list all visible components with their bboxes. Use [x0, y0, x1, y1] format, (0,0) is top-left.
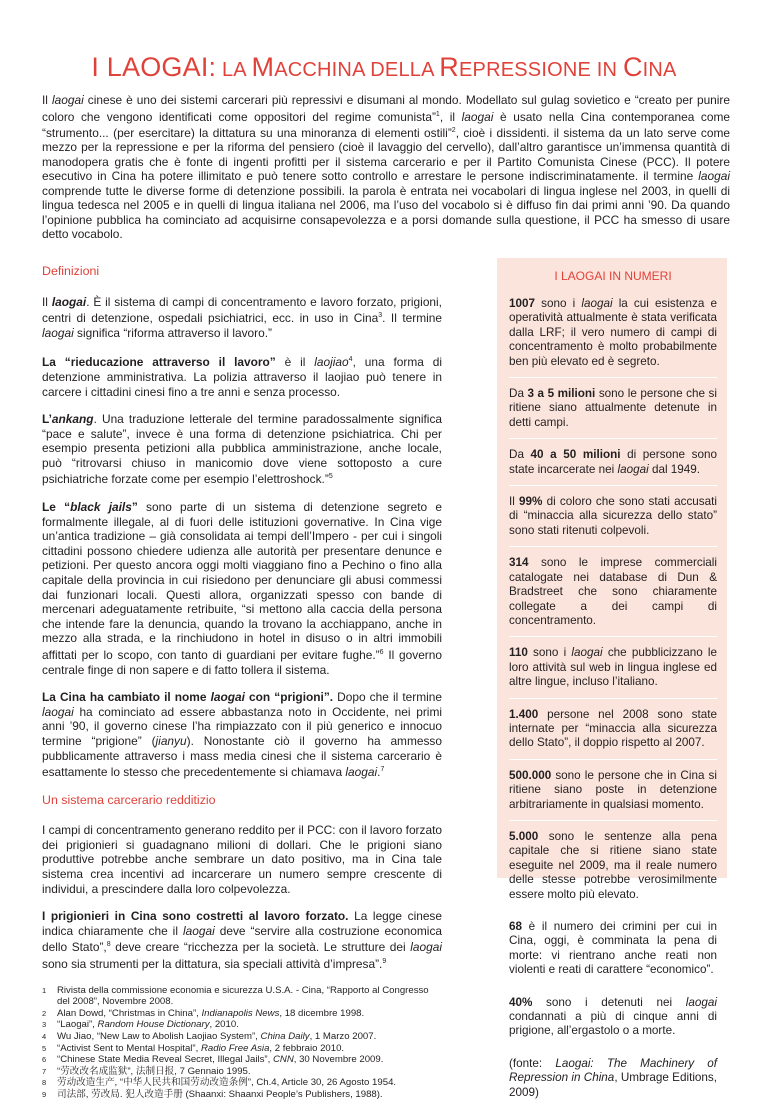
footnote: 2 Alan Dowd, “Christmas in China”, Indianapolis News, 18 dicembre 1998. [42, 1007, 365, 1019]
stat-item: Da 3 a 5 milioni sono le persone che si ritiene siano attualmente detenute in detti campi. [509, 387, 717, 439]
footnote: 1 Rivista della commissione economia e sicurezza U.S.A. - Cina, “Rapporto al Congresso del 2008”, Novembre 2008. [42, 984, 429, 1008]
definition-ankang: L’ankang. Una traduzione letterale del termine paradossalmente significa “pace e salute”, invece è una forma di detenzione psichiatrica. Chi per esempio presenta petizioni alla pubblica amministrazione, anche locale, può “ritrovarsi chiuso in manicomio dove viene sottoposto a cure psichiatriche forzate come per esempio l’elettroshock.”$^5$ [42, 412, 442, 487]
stat-item: 40% sono i detenuti nei laogai condannati a più di cinque anni di prigione, all’ergastolo o a morte. [509, 996, 717, 1048]
footnote: 8 劳动改造生产, “中华人民共和国劳动改造条例”, Ch.4, Article 30, 26 Agosto 1954. [42, 1077, 397, 1089]
definition-black-jails: Le “black jails” sono parte di un sistema di detenzione segreto e formalmente illegale, al di fuori delle istituzioni governative. In Cina vige un’antica tradizione – già consolidata ai tempi dell’Impero - per cui i singoli cittadini possono chiedere udienza alle autorità per presentare denunce e petizioni. Per questo ancora oggi molti viaggiano fino a Pechino o fino alla capitale della provincia in cui risiedono per denunciare gli abusi commessi dai funzionari locali. Questi allora, organizzati spesso con bande di mercenari adeguatamente retribuite, “si mettono alla caccia della persona che intende fare la denuncia, quando la trovano la acchiappano, anche in mezzo alla strada, e la rinchiudono in hotel in disuso o in altri immobili affittati per lo scopo, con tanto di guardiani per evitare fughe.”$^6$ Il governo centrale finge di non sapere e di fatto tollera il sistema. [42, 500, 442, 677]
footnotes [42, 985, 442, 1101]
stat-item: 110 sono i laogai che pubblicizzano le loro attività sul web in lingua inglese ed altre lingue, incluso l’italiano. [509, 646, 717, 698]
footnote: 3 “Laogai”, Random House Dictionary, 2010. [42, 1019, 239, 1031]
intro-paragraph: Il laogai cinese è uno dei sistemi carcerari più repressivi e disumani al mondo. Modellato sul gulag sovietico e “creato per punire coloro che vengono identificati come oppositori del regime comunista”$^1$, il laogai è usato nella Cina contemporanea come “strumento... (per esercitare) la dittatura su una minoranza di elementi ostili”$^2$, cioè i dissidenti. il sistema da un lato serve come mezzo per la repressione e per la riforma del pensiero (cioè il lavaggio del cervello), dall’altro garantisce un’immensa quantità di manodopera gratis che è fonte di ingenti profitti per il sistema carcerario e per il Partito Comunista Cinese (PCC). Il potere esecutivo in Cina ha potere illimitato e può tenere sotto controllo e arrestare le persone indiscriminatamente. il termine laogai comprende tutte le diverse forme di detenzione possibili. la parola è entrata nei vocabolari di lingua inglese nel 2003, in quelli di lingua tedesca nel 2005 e in quelli di lingua italiana nel 2006, ma l’uso del vocabolo si è diffuso fin dai primi anni ’90. Da quando l’opinione pubblica ha cominciato ad acquisirne consapevolezza e a porsi domande sulla questione, il PCC ha smesso di usare detto vocabolo. [42, 93, 731, 242]
stat-item: Il 99% di coloro che sono stati accusati di “minaccia alla sicurezza dello stato” sono stati ritenuti colpevoli. [509, 495, 717, 547]
stat-item: Da 40 a 50 milioni di persone sono state incarcerate nei laogai dal 1949. [509, 448, 717, 486]
numbers-heading: I LAOGAI IN NUMERI [554, 269, 672, 283]
definition-laogai: Il laogai. È il sistema di campi di concentramento e lavoro forzato, prigioni, centri di detenzione, ospedali psichiatrici, ecc. in uso in Cina$^3$. Il termine laogai significa “riforma attraverso il lavoro.” [42, 294, 442, 340]
main-column [42, 264, 442, 1100]
source-note: (fonte: Laogai: The Machinery of Repression in China, Umbrage Editions, 2009) [509, 1056, 718, 1099]
profit-heading: Un sistema carcerario redditizio [42, 792, 216, 807]
page-title: I LAOGAI: LA MACCHINA DELLA REPRESSIONE IN CINA [91, 52, 677, 82]
footnote: 4 Wu Jiao, “New Law to Abolish Laojiao System”, China Daily, 1 Marzo 2007. [42, 1030, 377, 1042]
forced-labor-paragraph: I prigionieri in Cina sono costretti al lavoro forzato. La legge cinese indica chiaramente che il laogai deve “servire alla costruzione economica dello Stato”,$^8$ deve creare “ricchezza per la società. Le strutture dei laogai sono sia strumenti per la dittatura, sia speciali attività d’impresa”.$^9$ [42, 909, 442, 971]
definition-prisons: La Cina ha cambiato il nome laogai con “prigioni”. Dopo che il termine laogai ha cominciato ad essere abbastanza noto in Occidente, nei primi anni ’90, il governo cinese l’ha rimpiazzato con il più generico e innocuo termine “prigione” (jianyu). Nonostante ciò il governo ha ammesso pubblicamente attraverso i mass media cinesi che il sistema carcerario è esattamente lo stesso che precedentemente si chiamava laogai.$^7$ [42, 690, 442, 780]
footnote: 9 司法部, 劳改局. 犯人改造手册 (Shaanxi: Shaanxi People’s Publishers, 1988). [42, 1088, 383, 1100]
stat-item: 500.000 sono le persone che in Cina si ritiene siano poste in detenzione arbitrariamente in qualsiasi momento. [509, 769, 717, 821]
stat-item: 1007 sono i laogai la cui esistenza e operatività attualmente è stata verificata dalla LRF; il vero numero di campi di concentramento è molto probabilmente ben più elevato ed è segreto. [509, 297, 717, 378]
definitions-heading: Definizioni [42, 264, 100, 278]
profit-paragraph: I campi di concentramento generano reddito per il PCC: con il lavoro forzato dei prigionieri si guadagnano milioni di dollari. Che le prigioni siano produttive potrebbe anche sembrare un dato positivo, ma in Cina tale sistema crea incentivi ad incarcerare un numero sempre crescente di individui, a prescindere dalla loro colpevolezza. [42, 823, 442, 896]
stat-item: 68 è il numero dei crimini per cui in Cina, oggi, è comminata la pena di morte: vi rientrano anche reati non violenti e reati di carattere “economico”. [509, 920, 717, 987]
definition-laojiao: La “rieducazione attraverso il lavoro” è il laojiao$^4$, una forma di detenzione amministrativa. La polizia attraverso il laojiao può tenere in carcere i cittadini cinesi fino a tre anni e senza processo. [42, 355, 442, 399]
footnote: 6 “Chinese State Media Reveal Secret, Illegal Jails”, CNN, 30 Novembre 2009. [42, 1054, 384, 1066]
numbers-sidebar-content [509, 263, 717, 1117]
stat-item: 314 sono le imprese commerciali catalogate nei database di Dun & Bradstreet che sono chiaramente collegate a dei campi di concentramento. [509, 556, 717, 637]
footnote: 7 “劳改改名成监狱”, 法制日报, 7 Gennaio 1995. [42, 1065, 251, 1077]
footnote: 5 “Activist Sent to Mental Hospital”, Radio Free Asia, 2 febbraio 2010. [42, 1042, 345, 1054]
stat-item: 1.400 persone nel 2008 sono state internate per “minaccia alla sicurezza dello Stato”, il doppio rispetto al 2007. [509, 708, 717, 760]
stat-item: 5.000 sono le sentenze alla pena capitale che si ritiene siano state eseguite nel 2009, ma il reale numero delle stesse potrebbe verosimilmente essere molto più elevato. [509, 830, 717, 911]
